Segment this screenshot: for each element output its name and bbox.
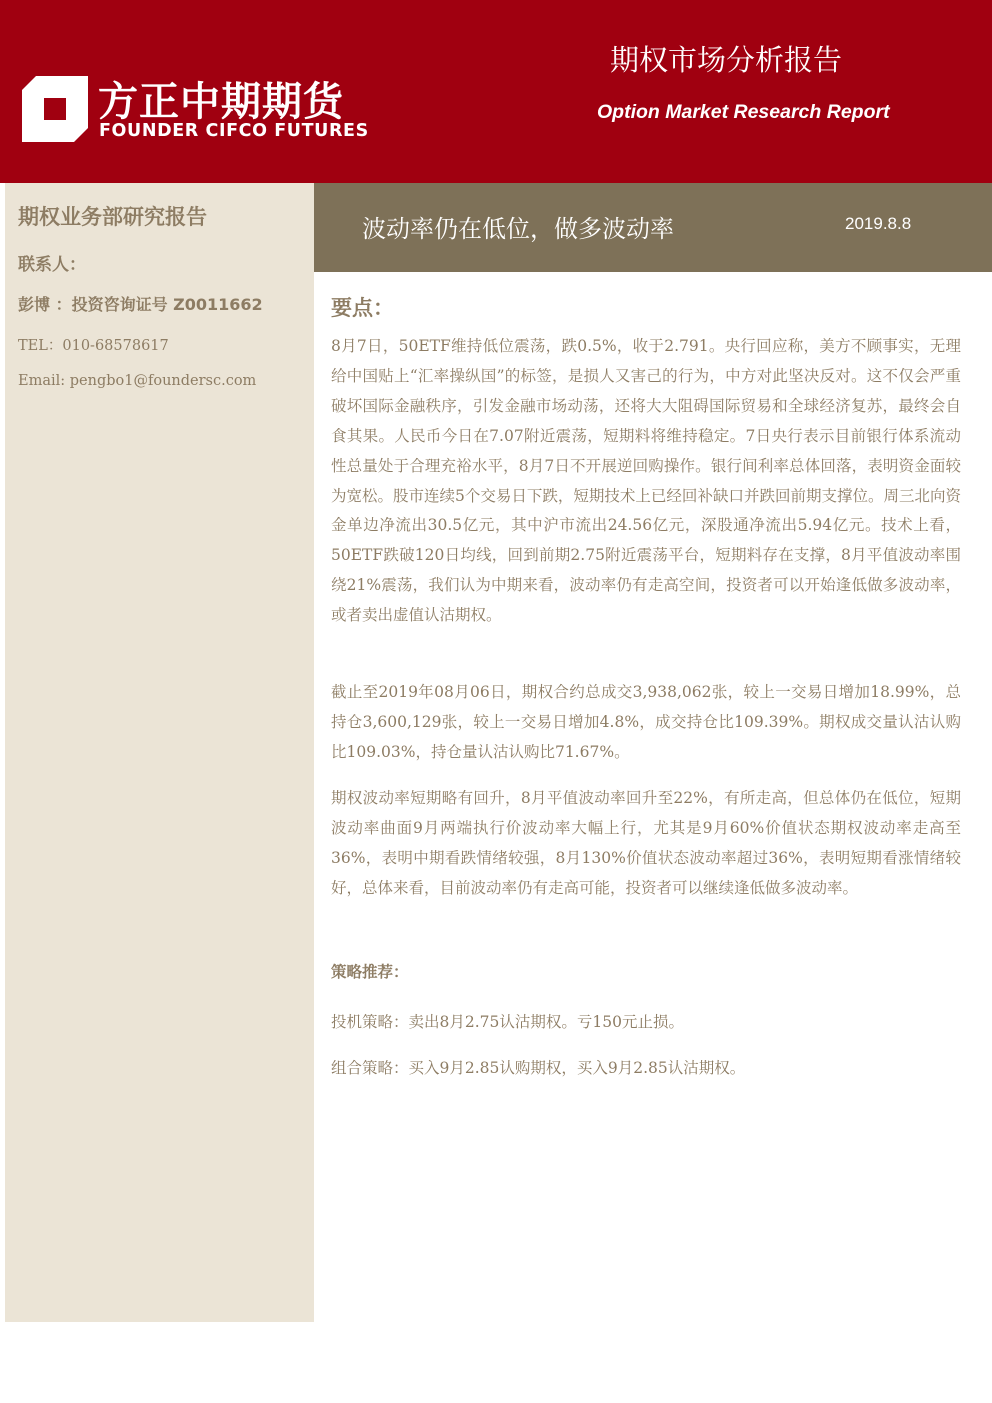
strategy-speculative: 投机策略：卖出8月2.75认沽期权。亏150元止损。 bbox=[331, 1013, 684, 1031]
contact-phone: TEL：010-68578617 bbox=[18, 338, 169, 354]
strategy-combination: 组合策略：买入9月2.85认购期权，买入9月2.85认沽期权。 bbox=[331, 1059, 746, 1077]
paragraph-market-summary: 8月7日，50ETF维持低位震荡，跌0.5%，收于2.791。央行回应称，美方不顾事实，无理给中国贴上“汇率操纵国”的标签，是损人又害己的行为，中方对此坚决反对。这不仅会严重破坏国际金融秩序，引发金融市场动荡，还将大大阻碍国际贸易和全球经济复苏，最终会自食其果。人民币今日在7.07附近震荡，短期料将维持稳定。7日央行表示目前银行体系流动性总量处于合理充裕水平，8月7日不开展逆回购操作。银行间利率总体回落，表明资金面较为宽松。股市连续5个交易日下跌，短期技术上已经回补缺口并跌回前期支撑位。周三北向资金单边净流出30.5亿元，其中沪市流出24.56亿元，深股通净流出5.94亿元。技术上看，50ETF跌破120日均线，回到前期2.75附近震荡平台，短期料存在支撑，8月平值波动率围绕21%震荡，我们认为中期来看，波动率仍有走高空间，投资者可以开始逢低做多波动率，或者卖出虚值认沽期权。 bbox=[331, 337, 961, 625]
header-banner bbox=[0, 0, 992, 183]
analyst-credential: 彭博 ：投资咨询证号 Z0011662 bbox=[18, 295, 263, 314]
paragraph-volatility: 期权波动率短期略有回升，8月平值波动率回升至22%，有所走高，但总体仍在低位，短期波动率曲面9月两端执行价波动率大幅上行，尤其是9月60%价值状态期权波动率走高至36%，表明中期看跌情绪较强，8月130%价值状态波动率超过36%，表明短期看涨情绪较好，总体来看，目前波动率仍有走高可能，投资者可以继续逢低做多波动率。 bbox=[331, 789, 961, 897]
report-type-subtitle: Option Market Research Report bbox=[597, 101, 890, 123]
key-points-heading: 要点： bbox=[331, 296, 394, 320]
logo-english-name: FOUNDER CIFCO FUTURES bbox=[99, 121, 369, 141]
paragraph-volume-stats: 截止至2019年08月06日，期权合约总成交3,938,062张，较上一交易日增加18.99%，总持仓3,600,129张，较上一交易日增加4.8%，成交持仓比109.39%。期权成交量认沽认购比109.03%，持仓量认沽认购比71.67%。 bbox=[331, 683, 961, 761]
logo-chinese-name: 方正中期期货 bbox=[98, 79, 344, 125]
document-date: 2019.8.8 bbox=[845, 214, 912, 233]
strategy-heading: 策略推荐： bbox=[331, 963, 409, 981]
report-type-title: 期权市场分析报告 bbox=[610, 43, 843, 77]
document-title: 波动率仍在低位，做多波动率 bbox=[362, 215, 674, 243]
department-title: 期权业务部研究报告 bbox=[18, 205, 207, 229]
contact-label: 联系人： bbox=[18, 255, 86, 275]
founder-logo-icon bbox=[22, 76, 88, 142]
contact-email: Email: pengbo1@foundersc.com bbox=[18, 373, 257, 389]
